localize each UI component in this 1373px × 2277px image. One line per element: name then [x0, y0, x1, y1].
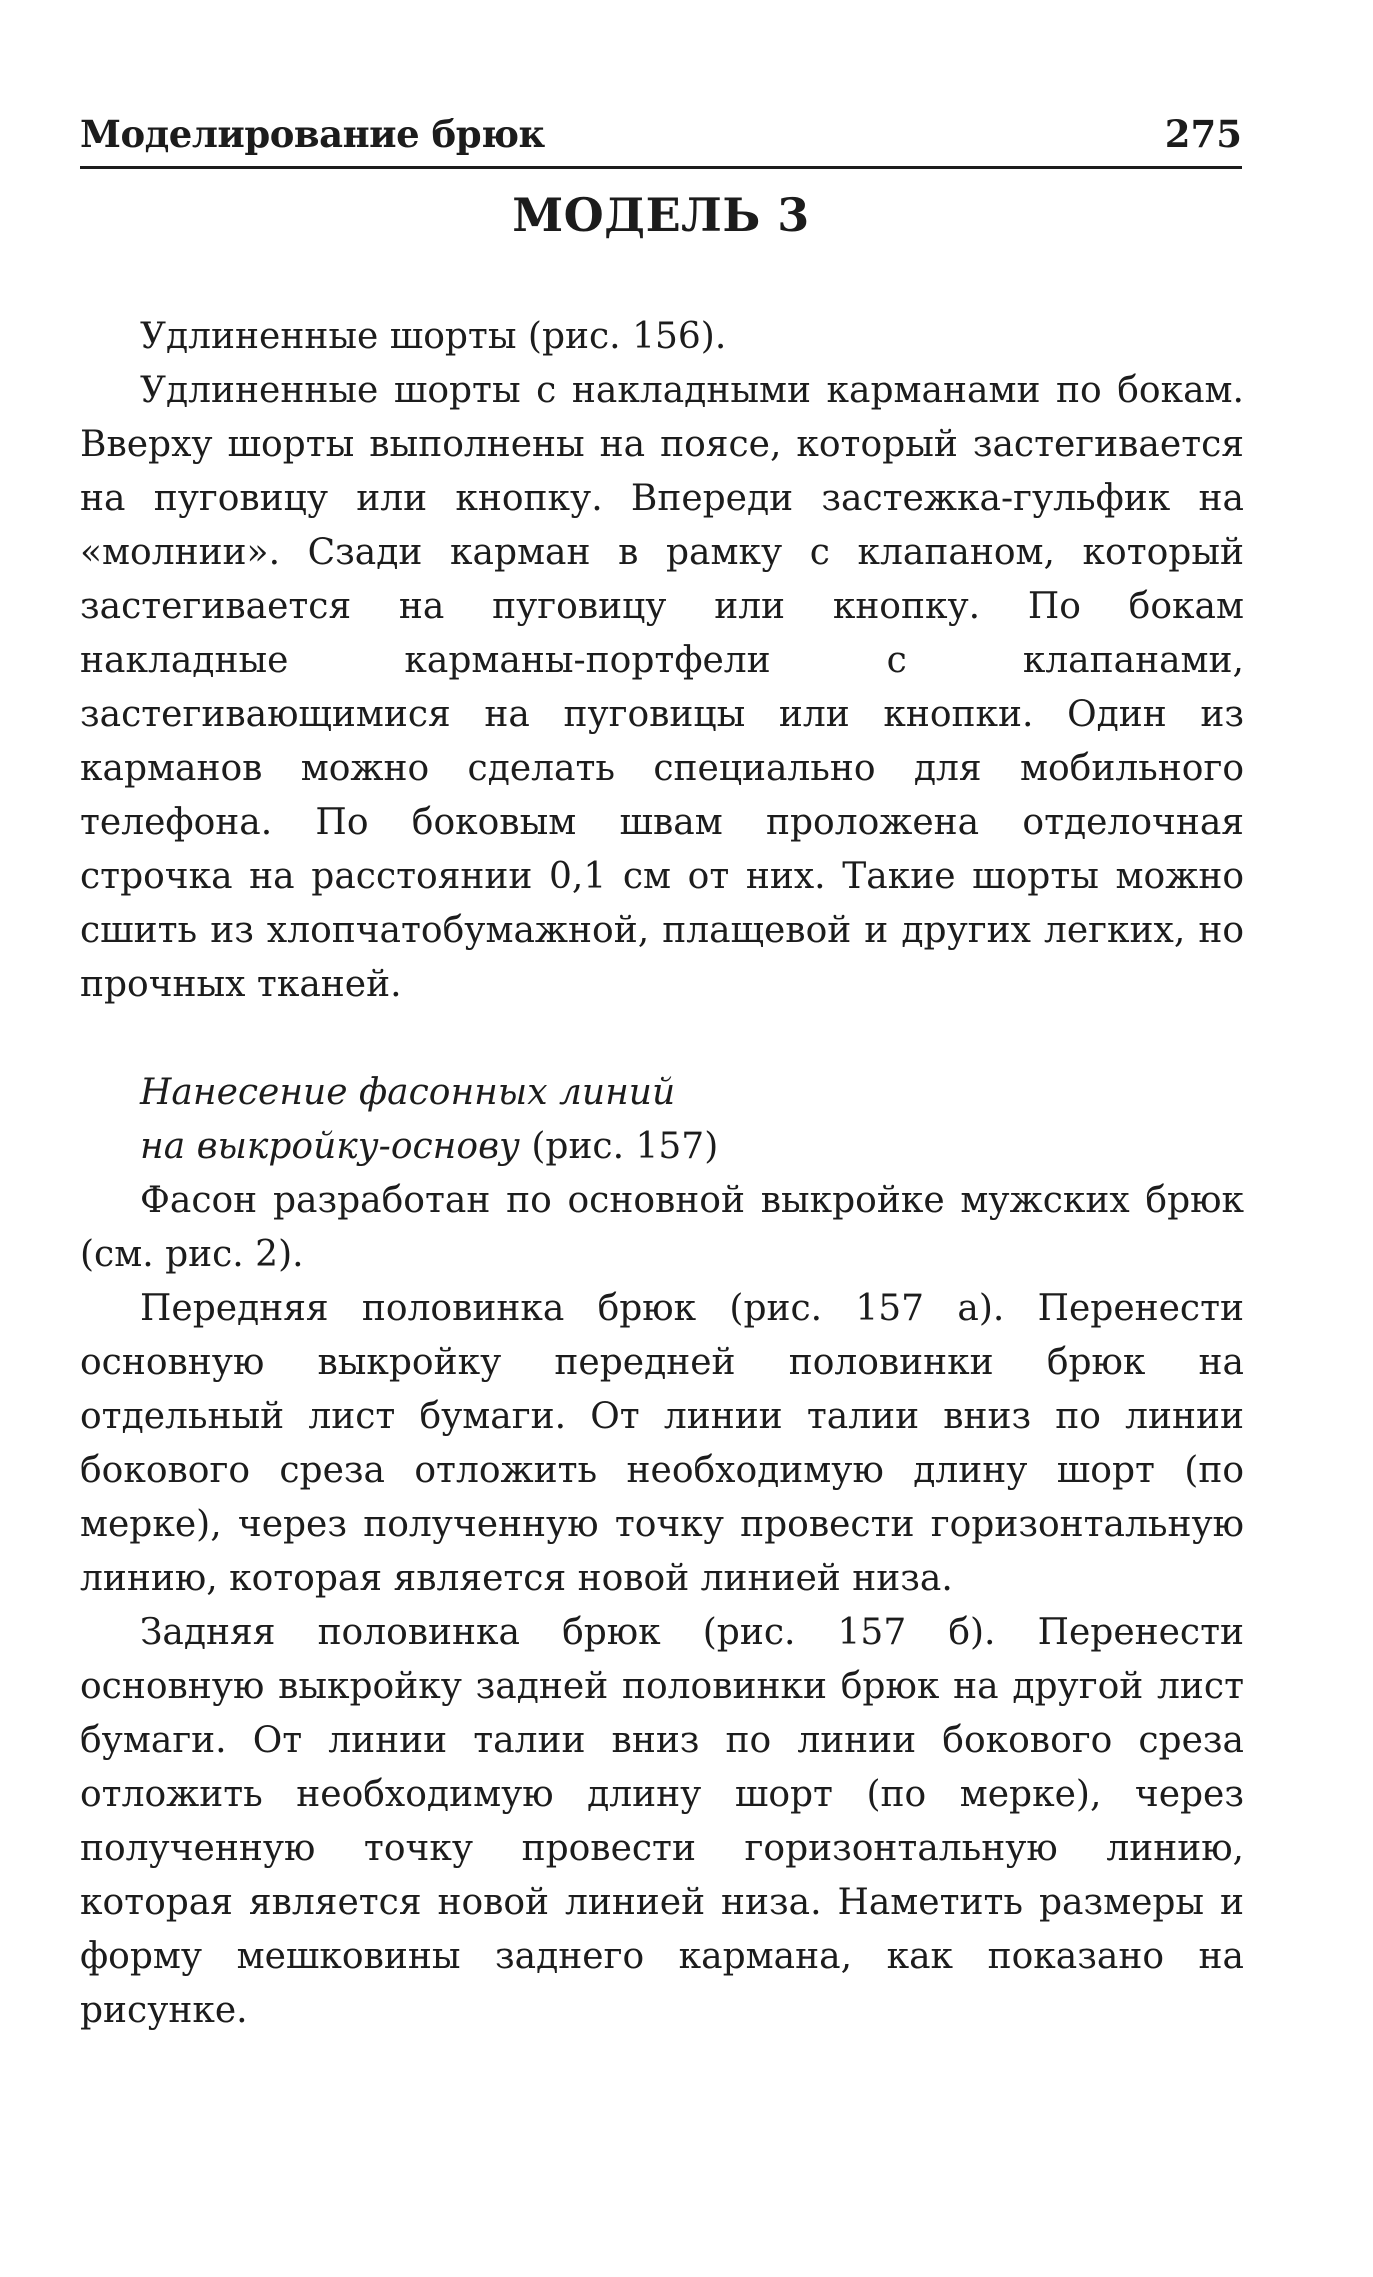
page-body	[80, 310, 1244, 2038]
running-title: Моделирование брюк	[80, 112, 545, 156]
basis-paragraph: Фасон разработан по основной выкройке мужских брюк (см. рис. 2).	[80, 1180, 1244, 1275]
subsection-heading	[80, 1066, 1244, 1174]
subsection-heading-line1: Нанесение фасонных линий	[140, 1072, 676, 1113]
subsection-heading-line2	[140, 1120, 1244, 1174]
front-half-paragraph: Передняя половинка брюк (рис. 157 а). Перенести основную выкройку передней половинки брюк на отдельный лист бумаги. От линии талии вниз по линии бокового среза отложить необходимую длину шорт (по мерке), через полученную точку провести горизонтальную линию, которая является новой линией низа.	[80, 1288, 1244, 1599]
figure-caption-paragraph: Удлиненные шорты (рис. 156).	[140, 316, 727, 357]
section-title: МОДЕЛЬ 3	[512, 188, 810, 242]
subsection-heading-line2-italic: на выкройку-основу	[140, 1126, 520, 1167]
running-header	[80, 108, 1242, 169]
page-number: 275	[1164, 112, 1242, 156]
back-half-paragraph: Задняя половинка брюк (рис. 157 б). Перенести основную выкройку задней половинки брюк на другой лист бумаги. От линии талии вниз по линии бокового среза отложить необходимую длину шорт (по мерке), через полученную точку провести горизонтальную линию, которая является новой линией низа. Наметить размеры и форму мешковины заднего кармана, как показано на рисунке.	[80, 1612, 1244, 2031]
model-description-paragraph: Удлиненные шорты с накладными карманами по бокам. Вверху шорты выполнены на поясе, который застегивается на пуговицу или кнопку. Впереди застежка-гульфик на «молнии». Сзади карман в рамку с клапаном, который застегивается на пуговицу или кнопку. По бокам накладные карманы-портфели с клапанами, застегивающимися на пуговицы или кнопки. Один из карманов можно сделать специально для мобильного телефона. По боковым швам проложена отделочная строчка на расстоянии 0,1 см от них. Такие шорты можно сшить из хлопчатобумажной, плащевой и других легких, но прочных тканей.	[80, 370, 1244, 1005]
subsection-heading-figure-ref: (рис. 157)	[519, 1126, 719, 1167]
